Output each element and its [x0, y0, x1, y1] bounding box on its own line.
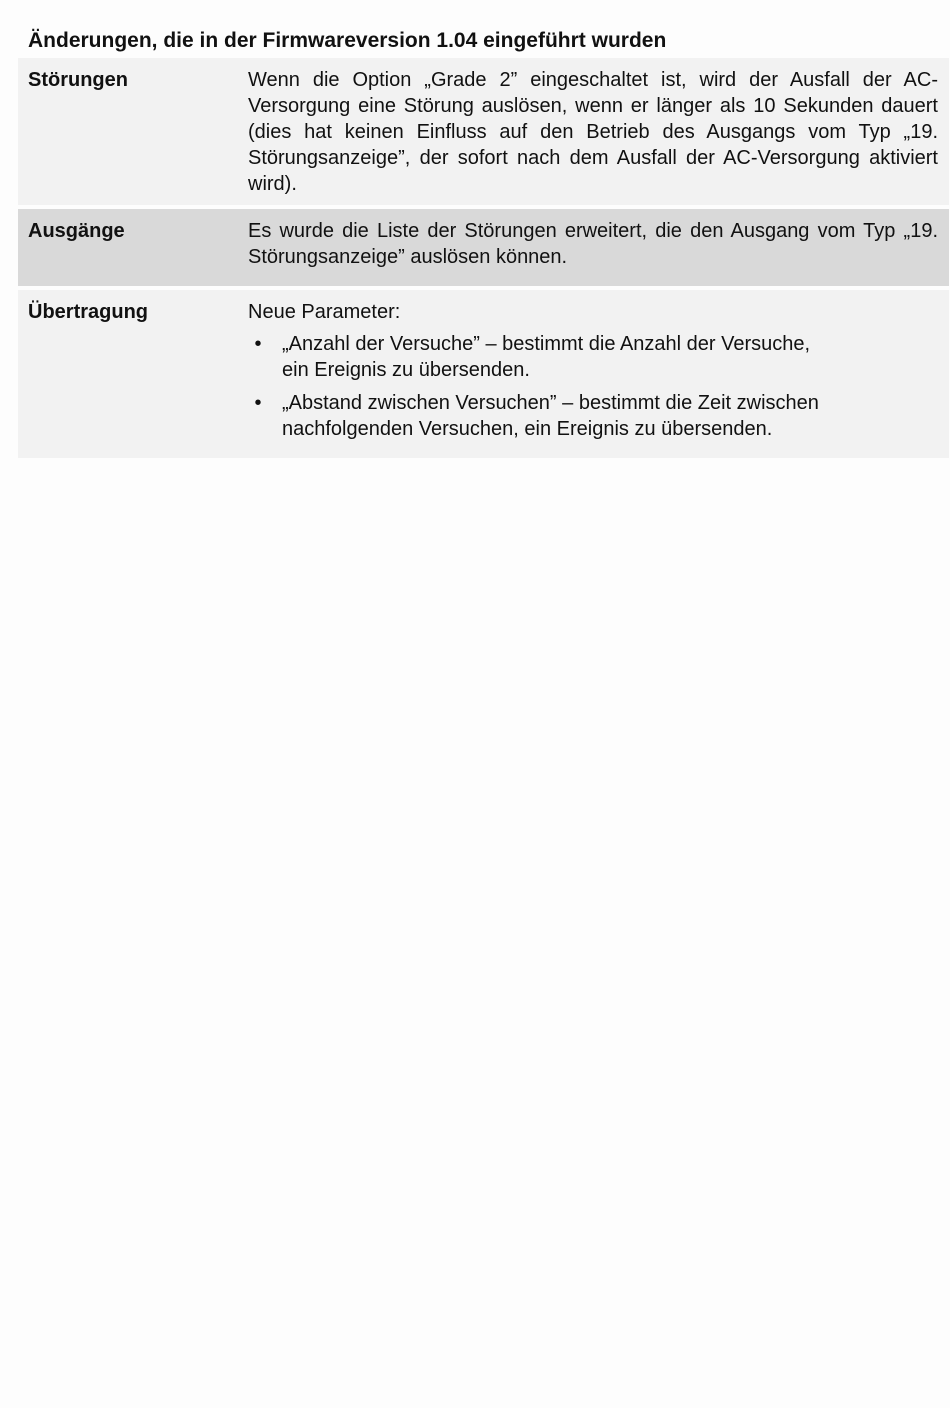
row-label: Übertragung	[28, 301, 148, 323]
table-row-stoerungen	[18, 58, 949, 205]
parameter-list	[248, 331, 938, 442]
list-item	[248, 390, 938, 442]
list-item-line: ein Ereignis zu übersenden.	[282, 359, 530, 381]
table-row-ausgaenge	[18, 209, 949, 286]
list-item-line: nachfolgenden Versuchen, ein Ereignis zu übersenden.	[282, 418, 773, 440]
row-description: Es wurde die Liste der Störungen erweitert, die den Ausgang vom Typ „19. Störungsanzeige” auslösen können.	[248, 220, 938, 268]
page-title: Änderungen, die in der Firmwareversion 1.04 eingeführt wurden	[28, 29, 667, 52]
table-row-uebertragung	[18, 290, 949, 458]
row-description: Wenn die Option „Grade 2” eingeschaltet ist, wird der Ausfall der AC-Versorgung eine Störung auslösen, wenn er länger als 10 Sekunden dauert (dies hat keinen Einfluss auf den Betrieb des Ausgangs vom Typ „19. Störungsanzeige”, der sofort nach dem Ausfall der AC-Versorgung aktiviert wird).	[248, 69, 938, 195]
list-item-line: „Anzahl der Versuche” – bestimmt die Anzahl der Versuche,	[282, 333, 811, 355]
row-description	[248, 290, 949, 458]
list-item	[248, 331, 938, 383]
row-label: Störungen	[28, 69, 128, 91]
parameter-intro: Neue Parameter:	[248, 301, 401, 323]
row-label: Ausgänge	[28, 220, 125, 242]
list-item-line: „Abstand zwischen Versuchen” – bestimmt die Zeit zwischen	[282, 392, 819, 414]
bullet-icon: •	[254, 392, 262, 414]
document-page	[18, 28, 949, 462]
bullet-icon: •	[254, 333, 262, 355]
